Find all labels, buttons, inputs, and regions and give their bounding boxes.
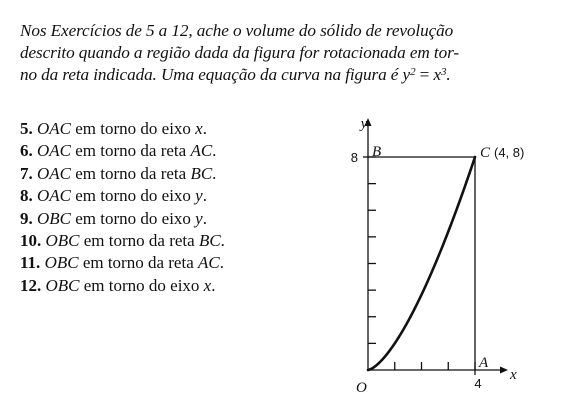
exercise-axis: AC <box>190 141 213 161</box>
instructions-line-3 <box>20 64 550 86</box>
exercise-end: . <box>202 208 207 228</box>
instructions-paragraph <box>20 20 550 86</box>
equation-lhs-var: y <box>402 65 411 84</box>
exercise-text: em torno do eixo <box>71 208 196 228</box>
exercise-item <box>20 163 225 185</box>
exercise-number: 9. <box>20 208 33 228</box>
exercise-end: . <box>212 163 217 183</box>
exercise-end: . <box>219 253 224 273</box>
exercise-axis: x <box>195 119 203 138</box>
exercise-region: OAC <box>37 119 71 138</box>
point-c-coordinates: (4, 8) <box>494 145 525 160</box>
instructions-line-3-text: no da reta indicada. Uma equação da curva na figura é <box>20 65 403 84</box>
curve-y2-x3 <box>368 157 475 370</box>
exercise-number: 11. <box>20 253 41 273</box>
exercise-text: em torno da reta <box>71 163 191 183</box>
x-tick-label-4: 4 <box>474 376 482 391</box>
exercise-end: . <box>212 141 217 161</box>
exercise-text: em torno da reta <box>78 253 198 273</box>
y-axis-ticks <box>363 157 376 343</box>
exercise-axis: BC <box>198 231 221 251</box>
exercise-text: em torno do eixo <box>71 186 196 206</box>
exercise-region: OBC <box>37 208 71 228</box>
exercise-number: 10. <box>20 231 42 251</box>
exercise-axis: x <box>203 275 212 295</box>
equation-lhs-exponent: 2 <box>410 66 416 79</box>
instructions-line-2: descrito quando a região dada da figura for rotacionada em tor- <box>20 43 459 62</box>
equation-rhs-exponent: 3 <box>441 66 447 79</box>
exercise-region: OAC <box>37 141 71 161</box>
x-axis-ticks <box>395 362 475 375</box>
equation-rhs-var: x <box>433 65 442 84</box>
instructions-line-1: Nos Exercícios de 5 a 12, ache o volume do sólido de revolução <box>20 21 454 40</box>
exercise-end: . <box>220 231 225 251</box>
exercise-item <box>20 275 225 297</box>
curve-equation <box>403 65 451 84</box>
exercise-number: 12. <box>20 275 42 295</box>
exercise-end: . <box>211 275 216 295</box>
exercise-number: 8. <box>20 186 33 206</box>
region-figure-svg <box>330 108 540 408</box>
exercise-axis: BC <box>190 163 213 183</box>
exercise-axis: y <box>195 186 203 206</box>
exercise-item <box>20 252 225 274</box>
x-axis-label: x <box>510 367 517 383</box>
point-a-label: A <box>479 355 489 371</box>
point-b-label: B <box>372 144 382 160</box>
x-axis-arrow-icon <box>500 367 508 374</box>
exercise-text: em torno da reta <box>71 141 191 161</box>
exercise-item <box>20 185 225 207</box>
exercise-text: em torno do eixo <box>71 119 196 138</box>
y-axis-label: y <box>360 116 368 132</box>
exercise-region: OAC <box>37 186 71 206</box>
exercise-region: OAC <box>37 163 71 183</box>
region-figure <box>330 108 540 408</box>
exercise-item <box>20 140 225 162</box>
origin-label: O <box>356 380 367 396</box>
exercise-text: em torno da reta <box>79 231 199 251</box>
exercise-axis: y <box>195 208 203 228</box>
exercise-list <box>20 118 225 297</box>
exercise-number: 7. <box>20 163 33 183</box>
exercise-item <box>20 230 225 252</box>
exercise-end: . <box>202 186 207 206</box>
exercise-region: OBC <box>45 231 80 251</box>
exercise-axis: AC <box>198 253 220 273</box>
equation-end: . <box>446 65 451 84</box>
exercise-text: em torno do eixo <box>79 275 204 295</box>
exercise-item <box>20 208 225 230</box>
exercise-region: OBC <box>44 253 79 273</box>
exercise-number: 6. <box>20 141 33 161</box>
equation-equals: = <box>415 65 434 84</box>
y-tick-label-8: 8 <box>350 150 358 165</box>
exercise-item <box>20 118 225 140</box>
exercise-end: . <box>202 119 207 138</box>
point-c-label: C <box>480 145 491 161</box>
exercise-number: 5. <box>20 119 33 138</box>
exercise-region: OBC <box>45 275 80 295</box>
